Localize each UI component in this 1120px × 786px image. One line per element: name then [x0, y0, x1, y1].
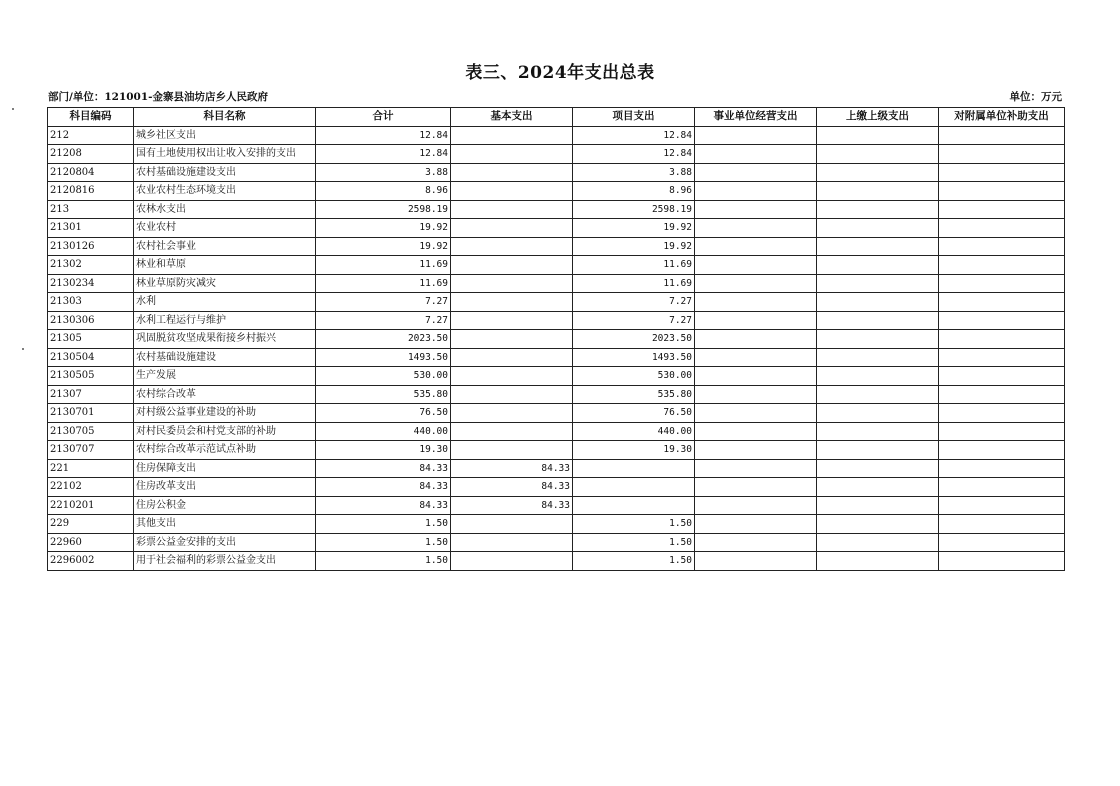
cell-subsidy: [939, 496, 1065, 515]
cell-subsidy: [939, 145, 1065, 164]
cell-name: 城乡社区支出: [134, 126, 316, 145]
header-name: 科目名称: [134, 108, 316, 127]
cell-total: 440.00: [316, 422, 451, 441]
cell-name: 农村基础设施建设: [134, 348, 316, 367]
cell-basic: [451, 533, 573, 552]
cell-total: 7.27: [316, 311, 451, 330]
cell-code: 21307: [48, 385, 134, 404]
cell-project: 530.00: [573, 367, 695, 386]
cell-basic: [451, 404, 573, 423]
cell-basic: [451, 126, 573, 145]
cell-total: 84.33: [316, 478, 451, 497]
header-basic: 基本支出: [451, 108, 573, 127]
cell-upper: [817, 441, 939, 460]
cell-name: 其他支出: [134, 515, 316, 534]
cell-basic: 84.33: [451, 478, 573, 497]
cell-upper: [817, 367, 939, 386]
cell-upper: [817, 237, 939, 256]
cell-name: 农村综合改革: [134, 385, 316, 404]
cell-subsidy: [939, 311, 1065, 330]
cell-code: 21305: [48, 330, 134, 349]
table-row: [48, 404, 1065, 423]
cell-business: [695, 126, 817, 145]
cell-basic: [451, 422, 573, 441]
cell-name: 住房保障支出: [134, 459, 316, 478]
cell-business: [695, 237, 817, 256]
cell-project: 11.69: [573, 256, 695, 275]
table-row: [48, 237, 1065, 256]
cell-upper: [817, 182, 939, 201]
table-row: [48, 256, 1065, 275]
cell-basic: [451, 219, 573, 238]
cell-name: 对村民委员会和村党支部的补助: [134, 422, 316, 441]
cell-basic: [451, 237, 573, 256]
cell-upper: [817, 256, 939, 275]
cell-subsidy: [939, 367, 1065, 386]
cell-business: [695, 404, 817, 423]
cell-business: [695, 163, 817, 182]
cell-code: 229: [48, 515, 134, 534]
cell-project: 12.84: [573, 145, 695, 164]
cell-basic: [451, 145, 573, 164]
cell-code: 21302: [48, 256, 134, 275]
cell-project: 76.50: [573, 404, 695, 423]
cell-subsidy: [939, 182, 1065, 201]
cell-total: 84.33: [316, 496, 451, 515]
cell-total: 84.33: [316, 459, 451, 478]
table-row: [48, 552, 1065, 571]
cell-upper: [817, 219, 939, 238]
cell-total: 1.50: [316, 515, 451, 534]
cell-code: 212: [48, 126, 134, 145]
cell-subsidy: [939, 126, 1065, 145]
cell-total: 19.92: [316, 219, 451, 238]
cell-name: 住房改革支出: [134, 478, 316, 497]
cell-project: 1.50: [573, 552, 695, 571]
cell-subsidy: [939, 552, 1065, 571]
cell-upper: [817, 126, 939, 145]
cell-basic: [451, 552, 573, 571]
cell-total: 2023.50: [316, 330, 451, 349]
cell-subsidy: [939, 200, 1065, 219]
cell-subsidy: [939, 478, 1065, 497]
cell-code: 21303: [48, 293, 134, 312]
cell-business: [695, 293, 817, 312]
header-upper: 上缴上级支出: [817, 108, 939, 127]
cell-code: 2130701: [48, 404, 134, 423]
cell-code: 2296002: [48, 552, 134, 571]
cell-project: [573, 478, 695, 497]
cell-subsidy: [939, 515, 1065, 534]
cell-business: [695, 330, 817, 349]
cell-total: 1.50: [316, 533, 451, 552]
cell-code: 2130234: [48, 274, 134, 293]
cell-code: 2210201: [48, 496, 134, 515]
cell-business: [695, 552, 817, 571]
cell-subsidy: [939, 533, 1065, 552]
table-header-row: [48, 108, 1065, 127]
cell-project: 2598.19: [573, 200, 695, 219]
cell-upper: [817, 404, 939, 423]
cell-total: 1493.50: [316, 348, 451, 367]
cell-total: 12.84: [316, 145, 451, 164]
cell-name: 生产发展: [134, 367, 316, 386]
cell-code: 2130707: [48, 441, 134, 460]
cell-basic: [451, 348, 573, 367]
cell-project: 1.50: [573, 533, 695, 552]
cell-code: 2130505: [48, 367, 134, 386]
expenditure-table: [47, 107, 1065, 571]
cell-name: 农业农村生态环境支出: [134, 182, 316, 201]
table-row: [48, 274, 1065, 293]
department-label: 部门/单位：121001-金寨县油坊店乡人民政府: [48, 91, 269, 103]
table-row: [48, 385, 1065, 404]
cell-basic: [451, 200, 573, 219]
table-row: [48, 145, 1065, 164]
cell-project: 19.30: [573, 441, 695, 460]
cell-basic: 84.33: [451, 496, 573, 515]
cell-business: [695, 496, 817, 515]
cell-total: 2598.19: [316, 200, 451, 219]
cell-total: 7.27: [316, 293, 451, 312]
cell-code: 21208: [48, 145, 134, 164]
cell-business: [695, 459, 817, 478]
table-row: [48, 126, 1065, 145]
table-row: [48, 293, 1065, 312]
unit-label: 单位：万元: [1009, 91, 1062, 103]
cell-subsidy: [939, 422, 1065, 441]
cell-total: 19.92: [316, 237, 451, 256]
cell-code: 21301: [48, 219, 134, 238]
cell-upper: [817, 422, 939, 441]
scan-speck: [22, 348, 24, 350]
cell-business: [695, 385, 817, 404]
cell-business: [695, 441, 817, 460]
cell-business: [695, 200, 817, 219]
cell-business: [695, 274, 817, 293]
cell-basic: [451, 293, 573, 312]
cell-name: 彩票公益金安排的支出: [134, 533, 316, 552]
cell-upper: [817, 478, 939, 497]
cell-business: [695, 182, 817, 201]
cell-name: 对村级公益事业建设的补助: [134, 404, 316, 423]
cell-basic: [451, 311, 573, 330]
cell-subsidy: [939, 237, 1065, 256]
cell-code: 22102: [48, 478, 134, 497]
cell-total: 12.84: [316, 126, 451, 145]
cell-business: [695, 533, 817, 552]
header-business: 事业单位经营支出: [695, 108, 817, 127]
cell-basic: [451, 441, 573, 460]
cell-name: 用于社会福利的彩票公益金支出: [134, 552, 316, 571]
table-row: [48, 163, 1065, 182]
cell-total: 3.88: [316, 163, 451, 182]
cell-code: 2130504: [48, 348, 134, 367]
cell-project: 12.84: [573, 126, 695, 145]
cell-total: 19.30: [316, 441, 451, 460]
cell-basic: 84.33: [451, 459, 573, 478]
cell-subsidy: [939, 163, 1065, 182]
cell-upper: [817, 515, 939, 534]
cell-business: [695, 219, 817, 238]
cell-total: 76.50: [316, 404, 451, 423]
cell-business: [695, 515, 817, 534]
cell-code: 22960: [48, 533, 134, 552]
cell-code: 2130705: [48, 422, 134, 441]
cell-name: 水利: [134, 293, 316, 312]
cell-subsidy: [939, 404, 1065, 423]
cell-business: [695, 367, 817, 386]
cell-name: 国有土地使用权出让收入安排的支出: [134, 145, 316, 164]
cell-basic: [451, 163, 573, 182]
cell-subsidy: [939, 274, 1065, 293]
cell-total: 1.50: [316, 552, 451, 571]
cell-code: 2130126: [48, 237, 134, 256]
cell-basic: [451, 385, 573, 404]
header-subsidy: 对附属单位补助支出: [939, 108, 1065, 127]
cell-upper: [817, 311, 939, 330]
cell-project: 19.92: [573, 219, 695, 238]
cell-business: [695, 422, 817, 441]
cell-project: 2023.50: [573, 330, 695, 349]
cell-business: [695, 145, 817, 164]
cell-business: [695, 478, 817, 497]
header-code: 科目编码: [48, 108, 134, 127]
cell-name: 农村基础设施建设支出: [134, 163, 316, 182]
cell-name: 水利工程运行与维护: [134, 311, 316, 330]
cell-name: 农业农村: [134, 219, 316, 238]
cell-name: 农村社会事业: [134, 237, 316, 256]
cell-project: 440.00: [573, 422, 695, 441]
cell-subsidy: [939, 385, 1065, 404]
cell-project: 1493.50: [573, 348, 695, 367]
cell-upper: [817, 293, 939, 312]
cell-code: 2130306: [48, 311, 134, 330]
cell-basic: [451, 182, 573, 201]
cell-project: 19.92: [573, 237, 695, 256]
cell-upper: [817, 145, 939, 164]
cell-upper: [817, 385, 939, 404]
cell-business: [695, 348, 817, 367]
table-row: [48, 330, 1065, 349]
cell-name: 林业和草原: [134, 256, 316, 275]
cell-total: 8.96: [316, 182, 451, 201]
cell-upper: [817, 552, 939, 571]
cell-total: 11.69: [316, 274, 451, 293]
table-row: [48, 182, 1065, 201]
cell-project: [573, 459, 695, 478]
cell-basic: [451, 330, 573, 349]
cell-basic: [451, 515, 573, 534]
cell-subsidy: [939, 348, 1065, 367]
cell-project: 3.88: [573, 163, 695, 182]
cell-basic: [451, 256, 573, 275]
cell-project: 7.27: [573, 293, 695, 312]
cell-upper: [817, 274, 939, 293]
cell-total: 535.80: [316, 385, 451, 404]
cell-subsidy: [939, 459, 1065, 478]
cell-total: 530.00: [316, 367, 451, 386]
cell-upper: [817, 163, 939, 182]
table-row: [48, 478, 1065, 497]
cell-upper: [817, 348, 939, 367]
table-row: [48, 219, 1065, 238]
cell-project: 535.80: [573, 385, 695, 404]
table-row: [48, 496, 1065, 515]
cell-subsidy: [939, 441, 1065, 460]
cell-project: 11.69: [573, 274, 695, 293]
cell-business: [695, 256, 817, 275]
cell-code: 213: [48, 200, 134, 219]
cell-name: 住房公积金: [134, 496, 316, 515]
cell-project: 1.50: [573, 515, 695, 534]
cell-basic: [451, 367, 573, 386]
report-title: 表三、2024年支出总表: [465, 63, 655, 83]
cell-upper: [817, 496, 939, 515]
cell-code: 221: [48, 459, 134, 478]
cell-upper: [817, 330, 939, 349]
table-body: [48, 126, 1065, 570]
cell-business: [695, 311, 817, 330]
cell-upper: [817, 200, 939, 219]
header-project: 项目支出: [573, 108, 695, 127]
cell-basic: [451, 274, 573, 293]
table-row: [48, 533, 1065, 552]
table-row: [48, 459, 1065, 478]
header-total: 合计: [316, 108, 451, 127]
cell-total: 11.69: [316, 256, 451, 275]
cell-project: 7.27: [573, 311, 695, 330]
cell-upper: [817, 533, 939, 552]
cell-subsidy: [939, 293, 1065, 312]
cell-code: 2120816: [48, 182, 134, 201]
cell-code: 2120804: [48, 163, 134, 182]
cell-name: 林业草原防灾减灾: [134, 274, 316, 293]
table-row: [48, 311, 1065, 330]
table-row: [48, 515, 1065, 534]
cell-subsidy: [939, 330, 1065, 349]
table-row: [48, 441, 1065, 460]
cell-name: 巩固脱贫攻坚成果衔接乡村振兴: [134, 330, 316, 349]
cell-name: 农村综合改革示范试点补助: [134, 441, 316, 460]
table-row: [48, 367, 1065, 386]
cell-project: [573, 496, 695, 515]
cell-subsidy: [939, 219, 1065, 238]
cell-subsidy: [939, 256, 1065, 275]
scan-speck: [12, 108, 14, 110]
cell-upper: [817, 459, 939, 478]
table-row: [48, 200, 1065, 219]
cell-name: 农林水支出: [134, 200, 316, 219]
table-row: [48, 348, 1065, 367]
table-row: [48, 422, 1065, 441]
cell-project: 8.96: [573, 182, 695, 201]
